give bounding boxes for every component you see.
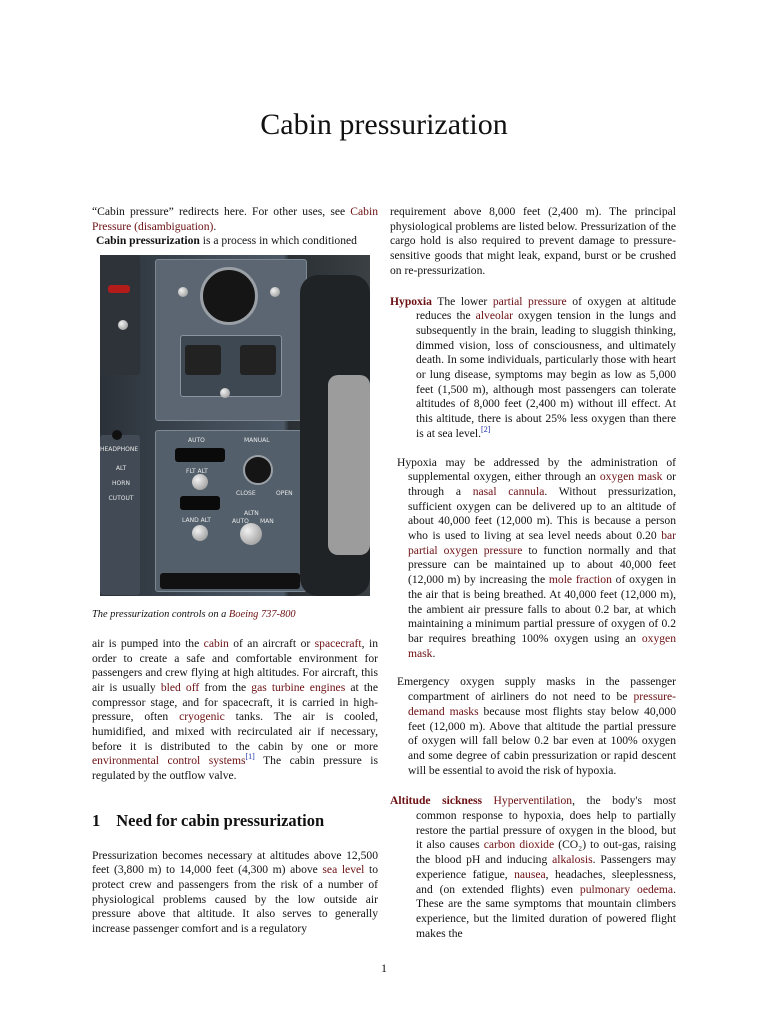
text-run: at the compressor stage, and for spacecraft, it is carried in high-pressure, often [92,680,378,724]
redirect-text: “Cabin pressure” redirects here. For other uses, see [92,205,351,218]
red-warning-light [108,285,130,293]
lead-text: is a process in which conditioned [199,234,357,248]
label-land-alt: LAND ALT [182,517,211,525]
left-dark-panel [100,255,140,375]
text-run: requirement above 8,000 feet (2,400 m). The principal physiological problems are listed below. Pressurization of the cargo hold is also required to prevent damage to pressure-sensitive goods that might leak, expand, burst or be crushed on re-pressurization. [390,205,676,277]
text-run: . Passengers may experience fatigue, [416,853,676,881]
right-column [390,205,676,941]
text-run: to protect crew and passengers from the risk of a number of physiological problems caused by the low outside air pressure above that altitude. It also serves to generally increase passenger comfort and is a regulatory [92,863,378,936]
inline-link[interactable]: alveolar [475,309,514,323]
requirement-paragraph [390,205,676,279]
inline-link[interactable]: pulmonary oedema [579,882,674,896]
lead-bold-term: Cabin pressurization [96,234,200,248]
inline-link[interactable]: sea level [322,863,365,877]
lead-sentence [92,234,378,249]
citation [245,753,254,762]
text-run: , headaches, sleeplessness, and (on extended flights) even [416,867,676,896]
inline-link[interactable]: carbon dioxide [483,838,555,852]
text-run: The lower [431,294,493,308]
text-run: , the body's most common response to hypoxia, does help to partially restore the partial pressure of oxygen in the blood, but it also causes [416,794,677,852]
label-auto-mode: AUTO [232,518,249,526]
text-run: Hypoxia may be addressed by the administration of supplemental oxygen, either through an [397,455,676,484]
label-manual: MANUAL [244,437,270,445]
altitude-sickness-entry [390,794,676,941]
definition-term: Altitude sickness [390,794,483,808]
redirect-end: . [213,219,217,233]
inline-link[interactable]: spacecraft [314,636,362,650]
inline-link[interactable]: oxygen mask [408,631,676,660]
label-auto: AUTO [188,437,205,445]
altitude-sickness-definition [390,794,676,941]
text-run: . These are the same symptoms that mountain climbers experience, but the limited duration of powered flight makes the [416,882,676,940]
label-alt-horn-cutout: ALT HORN CUTOUT [108,465,134,502]
text-run [482,794,494,807]
citation-link[interactable]: [1] [245,752,255,762]
inline-link[interactable]: partial pressure [492,294,567,308]
text-run: air is pumped into the [92,636,204,650]
page-title: Cabin pressurization [260,108,508,141]
text-run: of oxygen in the air that is being breathed. At 40,000 feet (12,000 m), the ambient air pressure falls to about 0.2 bar, at which maintaining a minimum partial pressure of oxygen of 0.2 bar requires breathing 100% oxygen using an [408,573,676,645]
inline-link[interactable]: bled off [160,680,200,694]
inline-link[interactable]: nasal cannula [472,484,545,498]
inline-link[interactable]: cabin [203,636,229,650]
lower-left-panel [100,435,140,595]
flt-alt-display [175,448,225,462]
inline-link[interactable]: cryogenic [179,710,225,724]
inline-link[interactable]: bar partial oxygen pressure [408,529,676,557]
figure-caption [92,608,378,623]
text-run: of an aircraft or [228,636,315,650]
text-run: The cabin pressure is regulated by the outflow valve. [92,754,378,783]
text-run: tanks. The air is cooled, humidified, and mixed with recirculated air if necessary, before it is distributed to the cabin by one or more [92,710,378,753]
inline-link[interactable]: environmental control systems [92,754,246,768]
label-flt-alt: FLT ALT [186,468,208,476]
inline-link[interactable]: gas turbine engines [251,680,346,694]
hypoxia-entry [390,295,676,442]
emergency-masks-paragraph [390,675,676,778]
boeing-737-800-link[interactable]: Boeing 737-800 [228,609,296,621]
inline-link[interactable]: alkalosis [552,853,593,867]
section-heading [92,810,378,830]
bottom-placard [160,573,300,589]
citation-link[interactable]: [2] [481,424,491,434]
text-run: or through a [408,470,676,498]
label-man: MAN [260,518,274,526]
inline-link[interactable]: oxygen mask [599,470,663,484]
text-run: (CO₂) to out-gas, raising the blood pH and inducing [416,838,676,867]
indicator-light-left [185,345,221,375]
caption-text: The pressurization controls on a [92,609,229,621]
inline-link[interactable]: nausea [514,867,546,881]
hypoxia-definition [390,295,676,442]
inline-link[interactable]: pressure-demand masks [408,690,676,718]
text-run: Emergency oxygen supply masks in the passenger compartment of airliners do not need to be [397,675,676,704]
disambiguation-link[interactable]: Cabin Pressure (disambiguation) [92,205,378,233]
inline-link[interactable]: mole fraction [548,573,612,587]
citation [481,425,490,434]
section-paragraph [92,849,378,937]
hypoxia-oxygen-paragraph [390,456,676,662]
definition-term: Hypoxia [390,294,432,308]
text-run: Pressurization becomes necessary at altitudes above 12,500 feet (3,800 m) to 14,000 feet (4,300 m) above [92,848,378,877]
text-run: of oxygen at altitude reduces the [416,294,676,323]
cabin-altitude-gauge [200,267,258,325]
text-run: . Without pressurization, sufficient oxygen can be delivered up to an altitude of about 40,000 feet (12,000 m). This is because a person who is used to living at sea level needs about 0.20 [408,484,676,543]
label-close: CLOSE [236,490,256,498]
pressurization-panel-photo [100,255,370,596]
text-run: , in order to create a safe and comfortable environment for passengers and crew flying at high altitudes. For aircraft, this air is usually [92,636,378,694]
text-run: to function normally and that pressure can be maintained up to about 40,000 feet (12,000 m) by increasing the [408,543,676,587]
intro-continuation [92,637,378,784]
text-run: . [432,646,436,660]
inline-link[interactable]: Hyperventilation [493,794,573,808]
text-run: oxygen tension in the lungs and subsequently in the brain, leading to sluggish thinking, dimmed vision, loss of consciousness, and ultimately death. In some individuals, particularly those with heart or lung disease, symptoms may begin as low as 5,000 feet (1,500 m), although most passengers can tolerate altitudes of 8,000 feet (2,400 m) without ill effect. At this altitude, there is about 25% less oxygen than there is at sea level. [416,309,676,440]
label-open: OPEN [276,490,293,498]
label-altn: ALTN [244,510,259,518]
text-run: because most flights stay below 40,000 feet (12,000 m). Above that altitude the partial pressure of oxygen will fall below 0.2 bar even at 100% oxygen and some degree of cabin pressurization or rapid descent will be essential to avoid the risk of hypoxia. [408,704,676,777]
outflow-valve-gauge [243,455,273,485]
section-number: 1 [92,810,101,830]
land-alt-display [180,496,220,510]
redirect-note [92,205,378,234]
page-number: 1 [381,961,387,975]
left-column [92,205,378,937]
label-headphone: HEADPHONE [100,446,139,454]
window-view [328,375,370,555]
indicator-light-right [240,345,276,375]
section-title: Need for cabin pressurization [116,810,325,830]
text-run: from the [199,680,252,694]
